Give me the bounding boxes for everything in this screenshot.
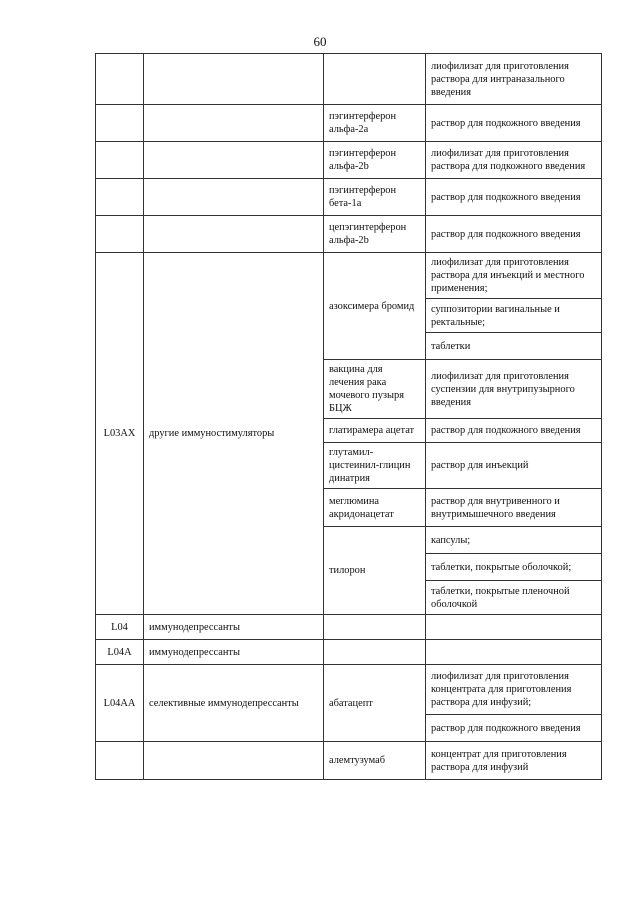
drug-name-cell: глутамил-цистеинил-глицин динатрия (324, 443, 426, 489)
table-row (96, 640, 602, 665)
table-row (96, 142, 602, 179)
drug-name-cell: цепэгинтерферон альфа-2b (324, 216, 426, 253)
group-cell: другие иммуностимуляторы (144, 253, 324, 615)
dosage-form-cell: раствор для подкожного введения (426, 715, 602, 742)
dosage-form-cell: раствор для подкожного введения (426, 419, 602, 443)
table-row (96, 253, 602, 299)
dosage-form-cell: лиофилизат для приготовления раствора для подкожного введения (426, 142, 602, 179)
drug-name-cell: пэгинтерферон альфа-2а (324, 105, 426, 142)
atc-code-cell (96, 216, 144, 253)
drug-name-cell: глатирамера ацетат (324, 419, 426, 443)
dosage-form-cell: концентрат для приготовления раствора для инфузий (426, 742, 602, 780)
table-row (96, 54, 602, 105)
dosage-form-cell: раствор для подкожного введения (426, 216, 602, 253)
group-cell (144, 216, 324, 253)
table-row (96, 742, 602, 780)
table-row (96, 105, 602, 142)
table-row (96, 615, 602, 640)
dosage-form-cell: лиофилизат для приготовления раствора для интраназального введения (426, 54, 602, 105)
drug-name-cell: алемтузумаб (324, 742, 426, 780)
drug-name-cell: азоксимера бромид (324, 253, 426, 360)
group-cell (144, 54, 324, 105)
dosage-form-cell: раствор для подкожного введения (426, 179, 602, 216)
dosage-form-cell: таблетки, покрытые оболочкой; (426, 554, 602, 581)
group-cell (144, 142, 324, 179)
drug-table (95, 53, 602, 780)
group-cell (144, 179, 324, 216)
table-row (96, 216, 602, 253)
dosage-form-cell (426, 615, 602, 640)
dosage-form-cell: суппозитории вагинальные и ректальные; (426, 299, 602, 333)
drug-name-cell: вакцина для лечения рака мочевого пузыря БЦЖ (324, 360, 426, 419)
group-cell (144, 742, 324, 780)
group-cell: иммунодепрессанты (144, 615, 324, 640)
dosage-form-cell: таблетки, покрытые пленочной оболочкой (426, 581, 602, 615)
group-cell (144, 105, 324, 142)
drug-name-cell (324, 640, 426, 665)
dosage-form-cell: лиофилизат для приготовления раствора для инъекций и местного применения; (426, 253, 602, 299)
atc-code-cell (96, 179, 144, 216)
atc-code-cell (96, 105, 144, 142)
table-row (96, 665, 602, 715)
drug-name-cell: меглюмина акридонацетат (324, 489, 426, 527)
group-cell: селективные иммунодепрессанты (144, 665, 324, 742)
dosage-form-cell: таблетки (426, 333, 602, 360)
atc-code-cell: L04A (96, 640, 144, 665)
atc-code-cell (96, 54, 144, 105)
drug-name-cell (324, 54, 426, 105)
dosage-form-cell: раствор для подкожного введения (426, 105, 602, 142)
drug-name-cell: тилорон (324, 527, 426, 615)
dosage-form-cell: раствор для внутривенного и внутримышечного введения (426, 489, 602, 527)
dosage-form-cell (426, 640, 602, 665)
drug-name-cell: абатацепт (324, 665, 426, 742)
dosage-form-cell: лиофилизат для приготовления суспензии для внутрипузырного введения (426, 360, 602, 419)
drug-name-cell (324, 615, 426, 640)
group-cell: иммунодепрессанты (144, 640, 324, 665)
dosage-form-cell: раствор для инъекций (426, 443, 602, 489)
dosage-form-cell: лиофилизат для приготовления концентрата для приготовления раствора для инфузий; (426, 665, 602, 715)
dosage-form-cell: капсулы; (426, 527, 602, 554)
drug-name-cell: пэгинтерферон бета-1а (324, 179, 426, 216)
drug-name-cell: пэгинтерферон альфа-2b (324, 142, 426, 179)
table-row (96, 179, 602, 216)
atc-code-cell (96, 142, 144, 179)
atc-code-cell: L04 (96, 615, 144, 640)
atc-code-cell: L03AX (96, 253, 144, 615)
page-number: 60 (313, 34, 327, 49)
atc-code-cell (96, 742, 144, 780)
atc-code-cell: L04AA (96, 665, 144, 742)
